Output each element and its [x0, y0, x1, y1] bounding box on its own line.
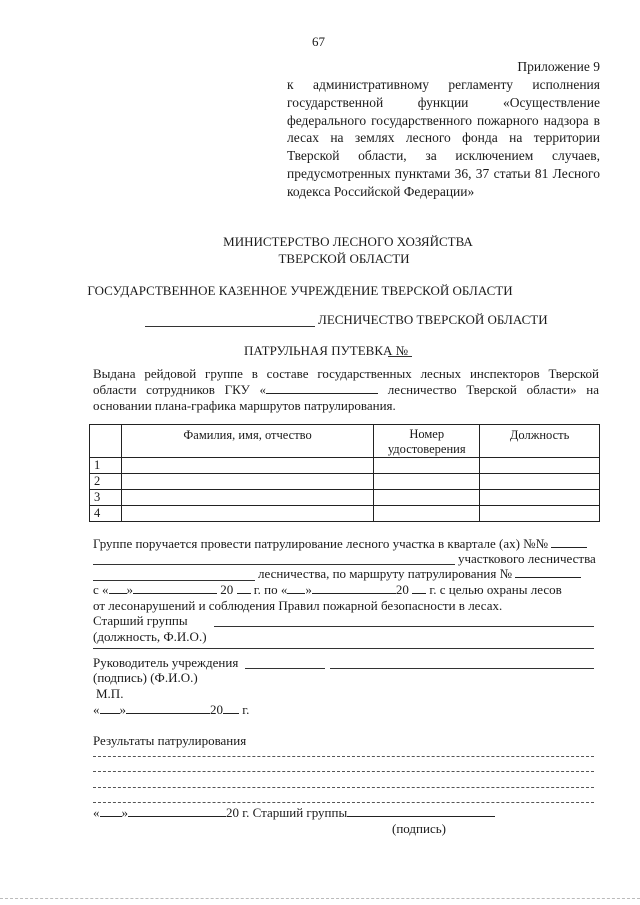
table-row-number: 4 [90, 506, 122, 522]
results-month-blank [128, 805, 226, 817]
from-year-blank [237, 582, 251, 594]
forestry-blank [93, 580, 255, 581]
results-line-4 [93, 802, 594, 803]
table-row-number: 3 [90, 490, 122, 506]
table-cell-name [121, 474, 373, 490]
intro-gku-blank [266, 382, 378, 394]
table-row [90, 458, 600, 474]
table-cell-id [374, 506, 480, 522]
results-signature-blank [347, 805, 495, 817]
to-year-blank [412, 582, 426, 594]
document-title: ПАТРУЛЬНАЯ ПУТЕВКА № [244, 343, 409, 358]
senior-label: Старший группы [93, 613, 188, 628]
table-header-row [90, 425, 600, 458]
signature-year-suffix: г. [242, 702, 250, 717]
head-hint: (подпись) (Ф.И.О.) [93, 670, 198, 685]
assignment-line-3 [258, 566, 581, 582]
signature-date-close: » [119, 702, 126, 717]
results-line-2 [93, 771, 594, 772]
head-signature-blank [245, 668, 325, 669]
assignment-line-1 [93, 536, 587, 552]
page-number: 67 [312, 34, 325, 49]
intro-paragraph [93, 366, 599, 414]
senior-blank [214, 626, 594, 627]
to-date-open: г. по « [253, 582, 288, 597]
table-header-num [90, 425, 122, 458]
signature-date [93, 702, 249, 718]
inspectors-table [89, 424, 600, 522]
ministry-line-1: МИНИСТЕРСТВО ЛЕСНОГО ХОЗЯЙСТВА [223, 234, 473, 249]
to-day-blank [287, 582, 305, 594]
signature-year: 20 [210, 702, 223, 717]
quarter-number-blank [551, 536, 587, 548]
assignment-quarter-label: Группе поручается провести патрулирование лесного участка в квартале (ах) №№ [93, 536, 548, 551]
results-line-1 [93, 756, 594, 757]
head-name-blank [330, 668, 594, 669]
from-day-blank [109, 582, 127, 594]
from-year: 20 [220, 582, 234, 597]
institution-name: ГОСУДАРСТВЕННОЕ КАЗЕННОЕ УЧРЕЖДЕНИЕ ТВЕРСКОЙ ОБЛАСТИ [87, 283, 513, 298]
table-cell-name [121, 458, 373, 474]
senior-hint: (должность, Ф.И.О.) [93, 629, 207, 644]
senior-blank-2 [93, 648, 594, 649]
results-signature-hint: (подпись) [392, 821, 446, 836]
table-header-position: Должность [480, 425, 600, 458]
table-cell-name [121, 506, 373, 522]
stamp-label: М.П. [96, 686, 124, 701]
table-header-id: Номер удостоверения [374, 425, 480, 458]
to-month-blank [312, 582, 396, 594]
document-number-blank [388, 356, 412, 357]
assignment-line-2: участкового лесничества [458, 551, 596, 566]
signature-year-blank [223, 702, 239, 714]
intro-text-1: Выдана рейдовой группе в составе государственных лесных инспекторов Тверской области сотрудников ГКУ « [93, 366, 599, 397]
signature-day-blank [100, 702, 120, 714]
results-line-3 [93, 787, 594, 788]
results-date [93, 805, 495, 821]
table-header-name: Фамилия, имя, отчество [121, 425, 373, 458]
from-date-open: с « [93, 582, 109, 597]
assignment-line-5: от лесонарушений и соблюдения Правил пожарной безопасности в лесах. [93, 598, 503, 613]
head-label: Руководитель учреждения [93, 655, 239, 670]
table-row-number: 2 [90, 474, 122, 490]
appendix-text: к административному регламенту исполнения государственной функции «Осуществление федерального государственного пожарного надзора в лесах на землях лесного фонда на территории Тверской области, за исключением случаев, предусмотренных пунктами 36, 37 статьи 81 Лесного кодекса Российской Федерации» [287, 77, 600, 199]
table-row [90, 506, 600, 522]
forestry-name-blank [145, 326, 315, 327]
signature-month-blank [126, 702, 210, 714]
to-date-close: » [305, 582, 312, 597]
results-senior-label: 20 г. Старший группы [226, 805, 348, 820]
from-date-close: » [126, 582, 134, 597]
route-label: лесничества, по маршруту патрулирования № [258, 566, 513, 581]
table-cell-id [374, 490, 480, 506]
ministry-line-2: ТВЕРСКОЙ ОБЛАСТИ [278, 251, 410, 266]
table-row [90, 490, 600, 506]
route-number-blank [515, 566, 581, 578]
forestry-name: ЛЕСНИЧЕСТВО ТВЕРСКОЙ ОБЛАСТИ [318, 312, 548, 327]
results-label: Результаты патрулирования [93, 733, 247, 748]
table-row [90, 474, 600, 490]
table-cell-position [480, 458, 600, 474]
table-row-number: 1 [90, 458, 122, 474]
results-date-open: « [93, 805, 100, 820]
from-month-blank [133, 582, 217, 594]
purpose-text: г. с целью охраны лесов [429, 582, 562, 597]
table-cell-name [121, 490, 373, 506]
table-cell-position [480, 490, 600, 506]
signature-date-open: « [93, 702, 100, 717]
table-cell-id [374, 458, 480, 474]
to-year: 20 [395, 582, 409, 597]
results-day-blank [100, 805, 122, 817]
results-date-close: » [121, 805, 128, 820]
table-cell-id [374, 474, 480, 490]
table-cell-position [480, 506, 600, 522]
appendix-title: Приложение 9 [517, 59, 600, 74]
intro-text-2: лесничество Тверской области» на основании плана-графика маршрутов патрулирования. [93, 382, 600, 413]
assignment-line-4 [93, 582, 562, 598]
district-forestry-blank [93, 564, 455, 565]
table-cell-position [480, 474, 600, 490]
scan-edge-line [0, 898, 640, 899]
